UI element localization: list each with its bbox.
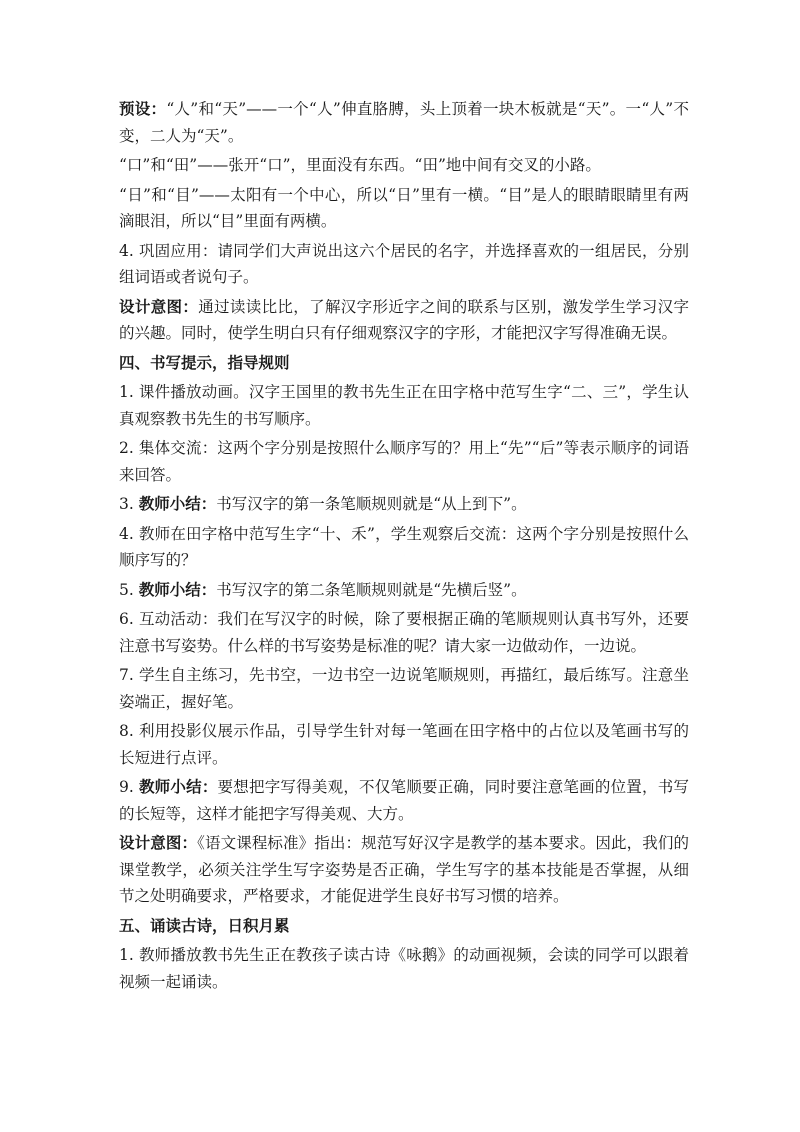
- kou-tian-paragraph: “口”和“田”——张开“口”，里面没有东西。“田”地中间有交叉的小路。: [119, 156, 601, 174]
- step-5: [119, 577, 689, 604]
- step-5-text: 书写汉字的第二条笔顺规则就是“先横后竖”。: [216, 580, 527, 599]
- design-intent-text-2: 《语文课程标准》指出：规范写好汉字是教学的基本要求。因此，我们的课堂教学，必须关注学生写字姿势是否正确，学生写字的基本技能是否掌握，从细节之处明确要求，严格要求，才能促进学生良好书写习惯的培养。: [119, 834, 689, 905]
- design-intent-paragraph-1: [119, 294, 689, 347]
- step-6: 6. 互动活动：我们在写汉字的时候，除了要根据正确的笔顺规则认真书写外，还要注意书写姿势。什么样的书写姿势是标准的呢？请大家一边做动作，一边说。: [119, 610, 689, 655]
- step-7: 7. 学生自主练习，先书空，一边书空一边说笔顺规则，再描红，最后练写。注意坐姿端正，握好笔。: [119, 666, 689, 711]
- preset-text: “人”和“天”——一个“人”伸直胳膊，头上顶着一块木板就是“天”。一“人”不变，二人为“天”。: [119, 100, 689, 145]
- step-9: [119, 774, 689, 827]
- section-heading-5: 五、诵读古诗，日积月累: [119, 915, 290, 935]
- design-intent-text-1: 通过读读比比，了解汉字形近字之间的联系与区别，激发学生学习汉字的兴趣。同时，使学生明白只有仔细观察汉字的字形，才能把汉字写得准确无误。: [119, 297, 689, 342]
- poem-step-1: 1. 教师播放教书先生正在教孩子读古诗《咏鹅》的动画视频，会读的同学可以跟着视频一起诵读。: [119, 946, 689, 991]
- step-3-text: 书写汉字的第一条笔顺规则就是“从上到下”。: [216, 495, 527, 513]
- step-5-number: 5.: [119, 580, 139, 599]
- step-3-label: 教师小结：: [138, 494, 217, 513]
- step-9-text: 要想把字写得美观，不仅笔顺要正确，同时要注意笔画的位置，书写的长短等，这样才能把字写得美观、大方。: [119, 778, 689, 823]
- consolidation-paragraph: 4. 巩固应用：请同学们大声说出这六个居民的名字，并选择喜欢的一组居民，分别组词语或者说句子。: [119, 241, 689, 286]
- step-9-label: 教师小结：: [138, 777, 218, 796]
- step-8: 8. 利用投影仪展示作品，引导学生针对每一笔画在田字格中的占位以及笔画书写的长短进行点评。: [119, 722, 689, 767]
- step-3: [119, 491, 689, 518]
- step-3-number: 3.: [119, 495, 139, 513]
- design-intent-label-1: 设计意图：: [119, 296, 199, 316]
- preset-paragraph: [119, 96, 689, 149]
- design-intent-label-2: 设计意图：: [119, 833, 198, 852]
- step-9-number: 9.: [119, 778, 139, 796]
- step-1: 1. 课件播放动画。汉字王国里的教书先生正在田字格中范写生字“二、三”，学生认真观察教书先生的书写顺序。: [119, 383, 689, 428]
- document-page: [119, 96, 689, 998]
- design-intent-paragraph-2: [119, 830, 689, 910]
- step-2: 2. 集体交流：这两个字分别是按照什么顺序写的？用上“先”“后”等表示顺序的词语来回答。: [119, 439, 689, 484]
- preset-label: 预设：: [119, 99, 167, 118]
- section-heading-4: 四、书写提示，指导规则: [119, 352, 290, 372]
- step-4: 4. 教师在田字格中范写生字“十、禾”，学生观察后交流：这两个字分别是按照什么顺序写的？: [119, 524, 689, 569]
- ri-mu-paragraph: “日”和“目”——太阳有一个中心，所以“日”里有一横。“目”是人的眼睛眼睛里有两滴眼泪，所以“目”里面有两横。: [119, 185, 689, 230]
- step-5-label: 教师小结：: [138, 579, 217, 599]
